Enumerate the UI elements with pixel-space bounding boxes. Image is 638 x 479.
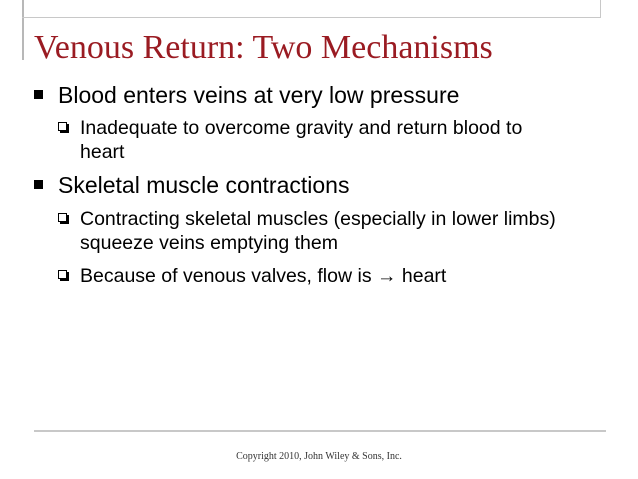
- square-bullet-icon: [34, 90, 43, 99]
- hollow-square-bullet-icon: [58, 122, 67, 131]
- sub-bullet-text: Because of venous valves, flow is → heart: [80, 265, 447, 287]
- sub-bullet-text: Inadequate to overcome gravity and return blood to heart: [80, 117, 523, 163]
- hollow-square-bullet-icon: [58, 270, 67, 279]
- slide-title: Venous Return: Two Mechanisms: [34, 29, 493, 66]
- frame-left-line: [22, 0, 24, 60]
- bullet-text: Blood enters veins at very low pressure: [58, 82, 460, 108]
- hollow-square-bullet-icon: [58, 213, 67, 222]
- sub-bullet-text: Contracting skeletal muscles (especially in lower limbs) squeeze veins emptying them: [80, 208, 556, 254]
- bullet-text: Skeletal muscle contractions: [58, 172, 350, 198]
- footer-divider: [34, 430, 606, 432]
- frame-right-tick: [600, 0, 601, 18]
- frame-top-line: [22, 17, 600, 18]
- square-bullet-icon: [34, 180, 43, 189]
- footer-copyright: Copyright 2010, John Wiley & Sons, Inc.: [236, 451, 402, 462]
